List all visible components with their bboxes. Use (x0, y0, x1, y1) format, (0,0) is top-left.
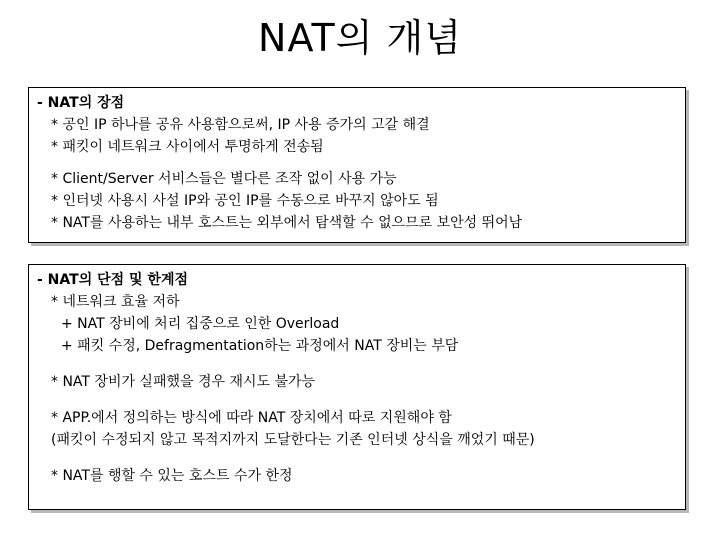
advantage-item: * 공인 IP 하나를 공유 사용함으로써, IP 사용 증가의 고갈 해결 (51, 117, 430, 133)
disadvantage-item: * 네트워크 효율 저하 (51, 294, 180, 310)
disadvantages-heading: - NAT의 단점 및 한계점 (37, 272, 188, 288)
advantage-item: * 인터넷 사용시 사설 IP와 공인 IP를 수동으로 바꾸지 않아도 됨 (51, 193, 439, 209)
disadvantage-subitem: + NAT 장비에 처리 집중으로 인한 Overload (61, 316, 340, 332)
disadvantage-subitem: + 패킷 수정, Defragmentation하는 과정에서 NAT 장비는 부담 (61, 338, 459, 354)
disadvantage-note: (패킷이 수정되지 않고 목적지까지 도달한다는 기존 인터넷 상식을 깨었기 때문) (51, 432, 535, 448)
advantage-item: * NAT를 사용하는 내부 호스트는 외부에서 탐색할 수 없으므로 보안성 뛰어남 (51, 215, 523, 231)
advantages-heading: - NAT의 장점 (37, 95, 125, 111)
disadvantage-item: * NAT를 행할 수 있는 호스트 수가 한정 (51, 468, 293, 484)
disadvantage-item: * NAT 장비가 실패했을 경우 재시도 불가능 (51, 374, 316, 390)
advantage-item: * 패킷이 네트워크 사이에서 투명하게 전송됨 (51, 139, 324, 155)
disadvantages-box (28, 264, 686, 510)
page-title: NAT의 개념 (258, 16, 462, 60)
advantage-item: * Client/Server 서비스들은 별다른 조작 없이 사용 가능 (51, 171, 397, 187)
advantages-box (28, 87, 686, 243)
disadvantage-item: * APP.에서 정의하는 방식에 따라 NAT 장치에서 따로 지원해야 함 (51, 410, 452, 426)
